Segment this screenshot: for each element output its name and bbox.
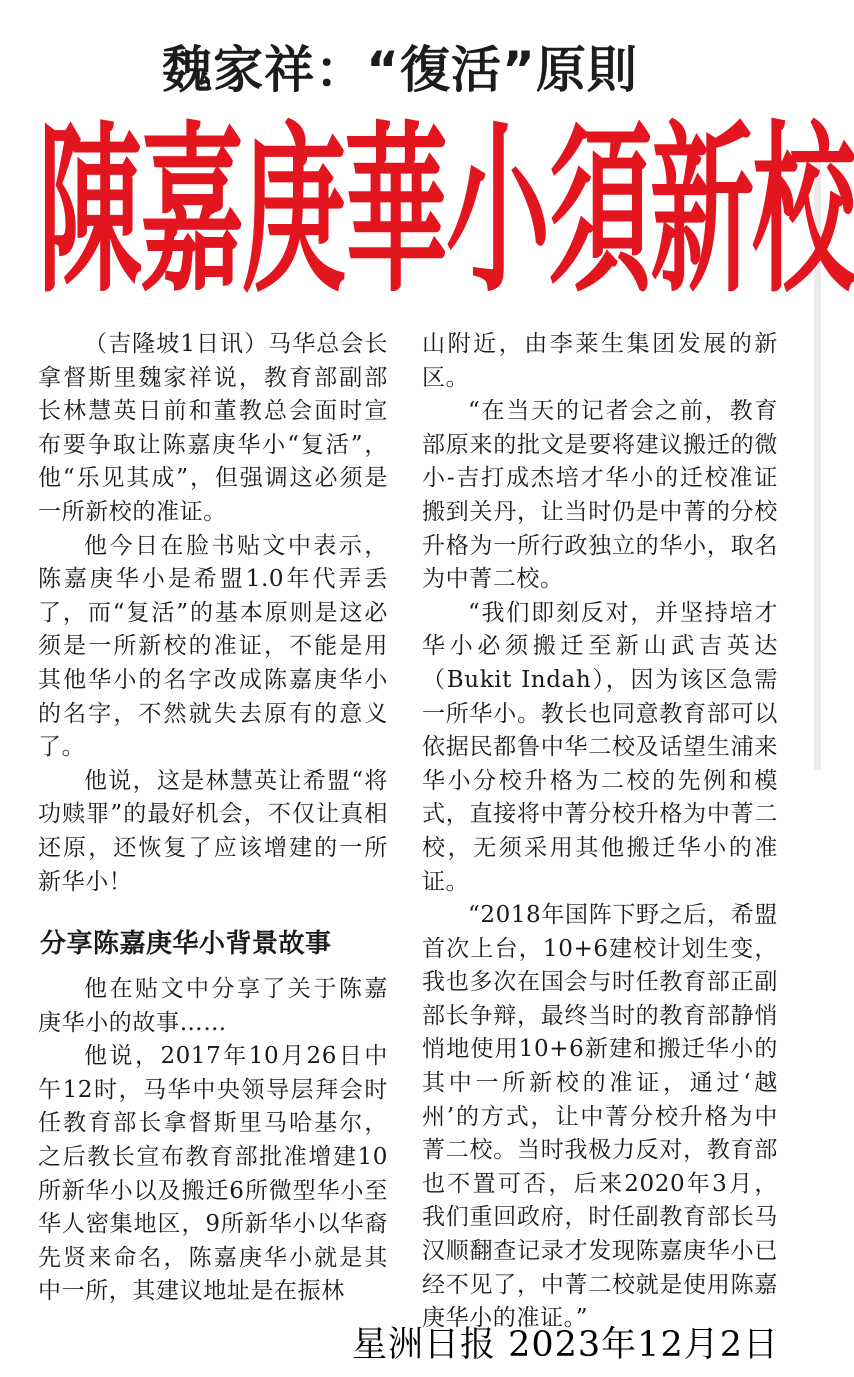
paragraph: 他今日在脸书贴文中表示，陈嘉庚华小是希盟1.0年代弄丢了，而“复活”的基本原则是这必须是一所新校的准证，不能是用其他华小的名字改成陈嘉庚华小的名字，不然就失去原有的意义了。 bbox=[38, 532, 388, 761]
article-headline bbox=[38, 104, 854, 318]
headline-char: 校 bbox=[752, 104, 854, 318]
headline-char: 須 bbox=[548, 104, 651, 318]
headline-char: 嘉 bbox=[140, 104, 243, 318]
headline-char: 小 bbox=[446, 104, 549, 318]
paragraph-continuation: 山附近，由李莱生集团发展的新区。 bbox=[422, 331, 778, 391]
paragraph: “2018年国阵下野之后，希盟首次上台，10+6建校计划生变，我也多次在国会与时任教育部正副部长争辩，最终当时的教育部静悄悄地使用10+6新建和搬迁华小的其中一所新校的准证，通过‘越州’的方式，让中菁分校升格为中菁二校。当时我极力反对，教育部也不置可否，后来2020年3月，我们重回政府，时任副教育部长马汉顺翻查记录才发现陈嘉庚华小已经不见了，中菁二校就是使用陈嘉庚华小的准证。” bbox=[422, 902, 778, 1332]
paragraph: 他在贴文中分享了关于陈嘉庚华小的故事…… bbox=[38, 976, 388, 1036]
headline-char: 新 bbox=[650, 104, 753, 318]
paragraph: （吉隆坡1日讯）马华总会长拿督斯里魏家祥说，教育部副部长林慧英日前和董教总会面时宣布要争取让陈嘉庚华小“复活”，他“乐见其成”，但强调这必须是一所新校的准证。 bbox=[38, 331, 388, 525]
left-column bbox=[38, 328, 388, 1309]
paragraph: “我们即刻反对，并坚持培才华小必须搬迁至新山武吉英达（Bukit Indah），因为该区急需一所华小。教长也同意教育部可以依据民都鲁中华二校及话望生浦来华小分校升格为二校的先例和模式，直接将中菁分校升格为中菁二校，无须采用其他搬迁华小的准证。 bbox=[422, 599, 778, 895]
headline-char: 陳 bbox=[38, 104, 141, 318]
paragraph: “在当天的记者会之前，教育部原来的批文是要将建议搬迁的微小-吉打成杰培才华小的迁校准证搬到关丹，让当时仍是中菁的分校升格为一所行政独立的华小，取名为中菁二校。 bbox=[422, 398, 778, 593]
article-kicker: 魏家祥：“復活”原則 bbox=[162, 41, 638, 99]
headline-char: 庚 bbox=[242, 104, 345, 318]
section-subheading: 分享陈嘉庚华小背景故事 bbox=[40, 929, 332, 960]
paragraph: 他说，这是林慧英让希盟“将功赎罪”的最好机会，不仅让真相还原，还恢复了应该增建的一所新华小！ bbox=[38, 767, 388, 895]
paragraph: 他说，2017年10月26日中午12时，马华中央领导层拜会时任教育部长拿督斯里马哈基尔，之后教长宣布教育部批准增建10所新华小以及搬迁6所微型华小至华人密集地区，9所新华小以华裔先贤来命名，陈嘉庚华小就是其中一所，其建议地址是在振林 bbox=[38, 1043, 388, 1305]
right-column bbox=[422, 328, 778, 1336]
headline-char: 華 bbox=[344, 104, 447, 318]
source-line: 星洲日报 2023年12月2日 bbox=[351, 1325, 779, 1365]
